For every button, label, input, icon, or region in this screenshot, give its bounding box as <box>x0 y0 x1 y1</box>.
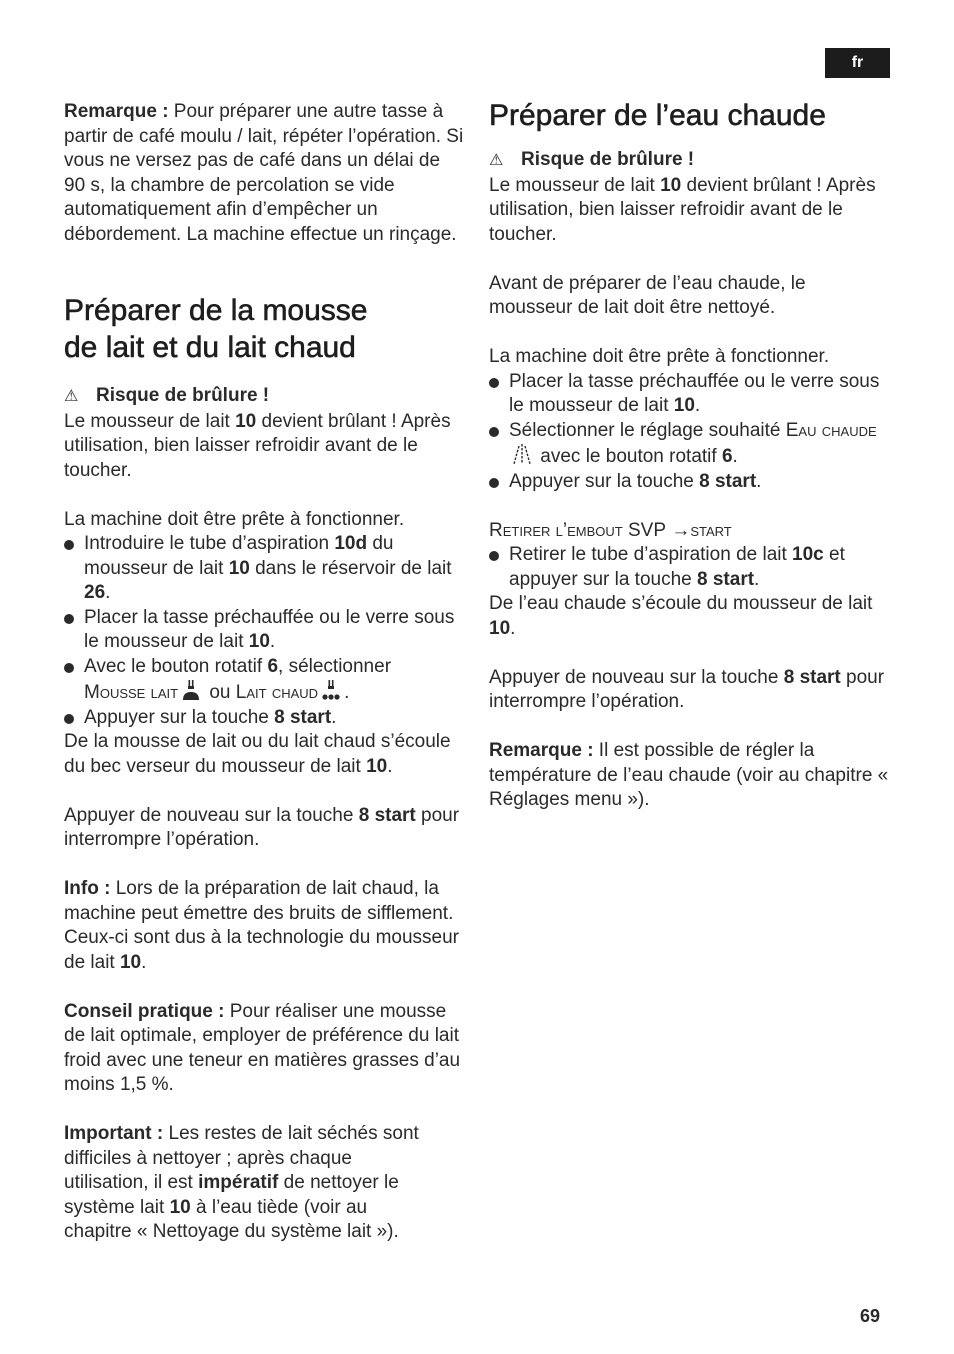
text: Avec le bouton rotatif <box>84 655 268 677</box>
text: . <box>754 568 760 590</box>
language-tab: fr <box>825 48 890 78</box>
text: , sélectionner <box>278 655 392 677</box>
ref-number: 6 <box>721 446 733 467</box>
text: Introduire le tube d’aspiration <box>84 533 335 554</box>
text: Lors de la préparation de lait chaud, la machine peut émettre des bruits de sifflement. Ceux-ci sont dus à la technologie du mousseur de lait <box>64 878 460 973</box>
bullet-icon <box>489 478 499 488</box>
bullet-icon <box>64 663 74 673</box>
ref-number: 10 <box>119 951 142 973</box>
text: dans le réservoir de lait <box>249 557 452 579</box>
ref-number: 10c <box>792 544 824 565</box>
section-heading-milk <box>64 292 464 366</box>
left-warning-text <box>64 410 464 484</box>
emphasis: impératif <box>198 1172 279 1193</box>
ref-number: 6 <box>267 655 279 677</box>
ref-number: 10 <box>673 395 695 416</box>
important-label: Important : <box>64 1123 164 1144</box>
text: Le mousseur de lait <box>64 410 236 432</box>
text: devient brûlant ! Après utilisation, bien laisser refroidir avant de le toucher. <box>64 410 451 481</box>
right-remove-step <box>489 543 889 592</box>
page-number: 69 <box>860 1306 881 1326</box>
right-ready: La machine doit être prête à fonctionner. <box>489 346 830 367</box>
hot-water-icon <box>511 443 533 465</box>
ref-number: 10 <box>660 174 682 196</box>
left-column <box>64 100 464 1245</box>
warning-title: Risque de brûlure ! <box>521 149 695 170</box>
right-again <box>489 666 889 715</box>
remark-text: Pour préparer une autre tasse à partir de café moulu / lait, répéter l’opération. Si vous ne versez pas de café dans un délai de 90 s, la chambre de percolation se vide automatiquement afin d’empêcher un débordement. La machine effectue un rinçage. <box>64 101 464 245</box>
text: Placer la tasse préchauffée ou le verre sous le mousseur de lait <box>509 370 880 416</box>
text: pour interrompre l’opération. <box>64 804 460 850</box>
key-reference: 8 start <box>697 568 755 590</box>
left-info <box>64 877 464 975</box>
text: Appuyer sur la touche <box>84 706 275 728</box>
text: Il est possible de régler la température de l’eau chaude (voir au chapitre « Réglages menu »). <box>489 740 889 810</box>
text: Placer la tasse préchauffée ou le verre sous le mousseur de lait <box>84 606 455 652</box>
text: Le mousseur de lait <box>489 174 661 196</box>
text: et appuyer sur la touche <box>509 544 845 590</box>
text: . <box>269 631 276 652</box>
ref-number: 26 <box>84 582 106 603</box>
key-reference: 8 start <box>699 470 757 492</box>
tip-label: Conseil pratique : <box>64 1000 225 1022</box>
text: Appuyer sur la touche <box>509 470 700 492</box>
text: Les restes de lait séchés sont difficiles à nettoyer ; après chaque utilisation, il est <box>64 1123 419 1193</box>
ref-number: 10 <box>228 557 250 579</box>
warning-icon: ⚠ <box>64 388 79 405</box>
info-label: Info : <box>64 878 111 899</box>
text: . <box>387 755 393 777</box>
bullet-icon <box>64 614 74 624</box>
text: . <box>331 706 337 728</box>
bullet-icon <box>64 714 74 724</box>
text: de nettoyer le système lait <box>64 1172 399 1218</box>
display-text-eau-chaude: Eau chaude <box>785 419 877 441</box>
right-before: Avant de préparer de l’eau chaude, le mousseur de lait doit être nettoyé. <box>489 272 806 318</box>
left-remark <box>64 100 464 247</box>
key-reference: 8 start <box>358 804 416 826</box>
milk-foam-icon <box>180 679 202 701</box>
key-reference: 8 start <box>274 706 332 728</box>
list-item <box>64 706 464 731</box>
display-text: start <box>690 519 732 541</box>
left-flow <box>64 730 464 779</box>
warning-title: Risque de brûlure ! <box>96 385 270 406</box>
text: ou <box>204 682 236 703</box>
display-text-mousse-lait: Mousse lait <box>84 682 179 703</box>
list-item <box>489 419 889 470</box>
text: . <box>732 446 738 467</box>
text: pour interrompre l’opération. <box>489 666 885 712</box>
right-steps <box>489 370 889 495</box>
text: De l’eau chaude s’écoule du mousseur de lait <box>489 593 873 614</box>
bullet-icon <box>489 427 499 437</box>
section-heading-hot-water: Préparer de l’eau chaude <box>489 99 826 132</box>
text: Appuyer de nouveau sur la touche <box>489 666 784 688</box>
text: De la mousse de lait ou du lait chaud s’écoule du bec verseur du mousseur de lait <box>64 731 451 777</box>
left-warning-title <box>64 384 464 410</box>
ref-number: 10 <box>248 631 270 652</box>
display-text-lait-chaud: Lait chaud <box>235 682 319 703</box>
display-text: Retirer l’embout SVP <box>489 519 667 541</box>
ref-number: 10 <box>235 410 257 432</box>
right-flow <box>489 592 889 641</box>
key-reference: 8 start <box>783 666 841 688</box>
list-item <box>64 532 464 606</box>
remark-label: Remarque : <box>64 101 169 122</box>
heading-line-2: de lait et du lait chaud <box>64 331 356 364</box>
right-warning-text <box>489 174 889 248</box>
hot-milk-icon <box>320 679 342 701</box>
left-important <box>64 1122 424 1245</box>
text: . <box>141 951 147 973</box>
bullet-icon <box>489 378 499 388</box>
text: Retirer le tube d’aspiration de lait <box>509 544 793 565</box>
left-again <box>64 804 464 853</box>
list-item <box>64 655 464 706</box>
text: Sélectionner le réglage souhaité <box>509 419 786 441</box>
text: . <box>344 682 350 703</box>
heading-line-1: Préparer de la mousse <box>64 294 368 327</box>
list-item <box>64 606 464 655</box>
list-item <box>489 543 889 592</box>
ref-number: 10 <box>489 617 511 639</box>
warning-icon: ⚠ <box>489 152 504 169</box>
left-ready: La machine doit être prête à fonctionner. <box>64 508 405 530</box>
right-warning-title <box>489 148 889 174</box>
left-tip <box>64 1000 464 1098</box>
text: Pour réaliser une mousse de lait optimale, employer de préférence du lait froid avec une teneur en matières grasses d’au moins 1,5 %. <box>64 1000 461 1095</box>
text: devient brûlant ! Après utilisation, bien laisser refroidir avant de le toucher. <box>489 174 876 245</box>
text: . <box>756 470 762 492</box>
remark-label: Remarque : <box>489 740 594 761</box>
text: avec le bouton rotatif <box>535 446 722 467</box>
text: . <box>510 617 516 639</box>
list-item <box>489 370 889 419</box>
right-display-message <box>489 519 889 544</box>
ref-number: 10d <box>334 533 368 554</box>
bullet-icon <box>489 551 499 561</box>
text: . <box>105 582 111 603</box>
left-steps <box>64 532 464 730</box>
text: . <box>694 395 701 416</box>
text: Appuyer de nouveau sur la touche <box>64 804 359 826</box>
text: à l’eau tiède (voir au chapitre « Nettoyage du système lait »). <box>64 1196 399 1242</box>
ref-number: 10 <box>169 1196 191 1218</box>
bullet-icon <box>64 540 74 550</box>
list-item <box>489 470 889 495</box>
right-remark <box>489 739 889 813</box>
text: du mousseur de lait <box>84 533 394 579</box>
arrow-icon: → <box>671 519 691 541</box>
ref-number: 10 <box>366 755 388 777</box>
right-column <box>489 100 889 813</box>
